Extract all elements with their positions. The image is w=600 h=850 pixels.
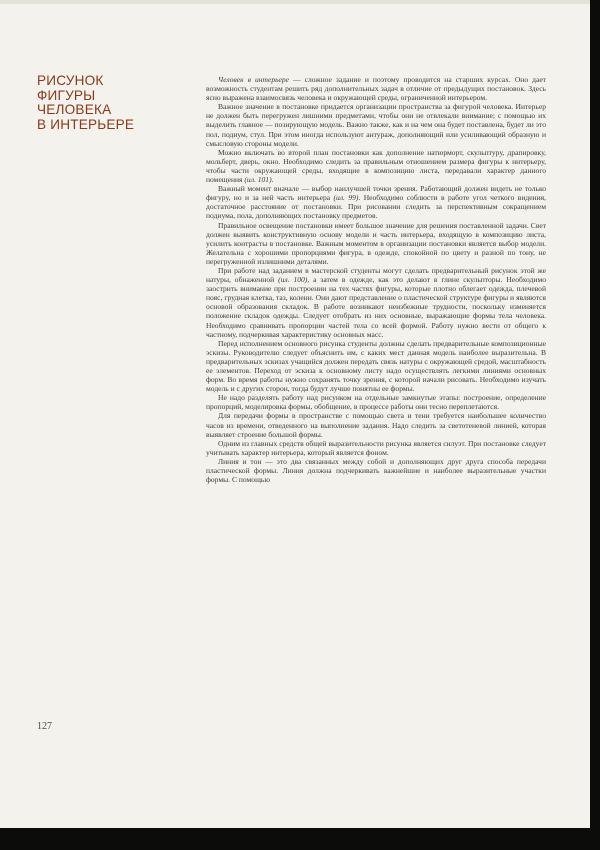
paragraph-text: Правильное освещение постановки имеет большое значение для решения поставленной задачи. Свет должен выявить конструктивную основу модели и часть интерьера, входящую в композицию листа, усилить контрасты в постановке. Важным моментом в организации постановки является выбор модели. Желательна с хорошими пропорциями фигура, в одежде, спокойной по цвету и разной по тону, не перегруженной излишними деталями. xyxy=(206,220,546,266)
paragraph xyxy=(206,221,546,266)
paragraph xyxy=(206,75,546,102)
paragraph xyxy=(206,339,546,394)
lead-italic: Человек в интерьере xyxy=(218,75,290,84)
paragraph-text: Одним из главных средств общей выразительности рисунка является силуэт. При постановке следует учитывать характер интерьера, который является фоном. xyxy=(206,438,546,457)
paragraph xyxy=(206,266,546,339)
paragraph-text: Перед исполнением основного рисунка студенты должны сделать предварительные композиционные эскизы. Руководителю следует объяснить им, с каких мест данная модель наиболее выразительна. В предварительных эскизах учащийся должен передать связь натуры с окружающей средой, масштабность ее элементов. Переход от эскиза к основному листу надо осуществлять легкими линиями основных форм. Во время работы нужно сохранять точку зрения, с которой начали рисовать. Необходимо изучать модель и с других сторон, тогда будут лучше понятны ее формы. xyxy=(206,338,546,394)
paragraph-text: Линия и тон — это два связанных между собой и дополняющих друг друга способа передачи пластической формы. Линия должна подчеркивать важнейшие и наиболее выразительные участки формы. С помощью xyxy=(206,456,546,485)
paragraph-text: Для передачи формы в пространстве с помощью света и тени требуется наибольшее количество часов из времени, отведенного на выполнение задания. Надо следить за светотеневой линией, которая выявляет строение большой формы. xyxy=(206,411,546,439)
paragraph xyxy=(206,393,546,411)
paragraph xyxy=(206,102,546,147)
paragraph-tail: , а затем в одежде, как это делают в глине скульпторы. Необходимо заострить внимание при построении на тех частях фигуры, которые плотно облегает одежда, плечевой пояс, грудная клетка, таз, колени. Они дают представление о пластической структуре фигуры и являются основой образования складок. В работе возникают неизбежные трудности, поскольку изменяется положение складок одежды. Следует отобрать из них основные, выражающие формы тела человека. Необходимо сравнивать пропорции частей тела со всей формой. Работу нужно вести от общего к частному, подчеркивая характеристику основных масс. xyxy=(206,275,547,339)
heading-line: В ИНТЕРЬЕРЕ xyxy=(37,116,135,132)
illustration-ref: (ил. 99) xyxy=(333,193,359,203)
paragraph-tail: . Необходимо соблюсти в работе угол четкого видения, достаточное расстояние от постановки. При рисовании следить за перспективным сокращением подиума, пола, дополняющих постановку предметов. xyxy=(206,193,546,221)
heading-line: РИСУНОК xyxy=(37,73,104,88)
scan-edge-bottom xyxy=(0,828,600,850)
paragraph-tail: . xyxy=(271,175,274,185)
chapter-heading xyxy=(37,74,187,132)
paragraph xyxy=(206,439,546,457)
paragraph xyxy=(206,411,546,438)
heading-line: ФИГУРЫ xyxy=(37,87,96,103)
paragraph xyxy=(206,148,546,184)
page-top-edge xyxy=(0,0,590,4)
paragraph xyxy=(206,184,546,220)
paragraph-text: Не надо разделять работу над рисунком на отдельные замкнутые этапы: построение, определение пропорций, моделировка формы, обобщение, в процессе работы они тесно переплетаются. xyxy=(206,393,546,412)
paragraph-text: — сложное задание и поэтому проводится на старших курсах. Оно дает возможность студентам решить ряд дополнительных задач в отличие от предыдущих постановок. Здесь ясно выражена взаимосвязь человека и окружающей среды, ограниченной интерьером. xyxy=(206,75,546,103)
paragraph xyxy=(206,457,546,484)
page-number: 127 xyxy=(37,721,52,732)
paragraph-text: При работе над заданием в мастерской студенты могут сделать предварительный рисунок этой же натуры, обнаженной xyxy=(206,265,546,285)
illustration-ref: (ил. 100) xyxy=(278,275,308,285)
heading-line: ЧЕЛОВЕКА xyxy=(37,102,112,118)
paragraph-text: Важный момент вначале — выбор наилучшей точки зрения. Работающий должен видеть не только фигуру, но и за ней часть интерьера xyxy=(206,184,546,203)
paragraph-text: Можно включать во второй план постановки как дополнение натюрморт, скульптуру, драпировку, мольберт, дверь, окно. Необходимо следить за правильным отношением размера фигуры к интерьеру, чтобы части окружающей среды, входящие в композицию листа, передавали характер данного помещения xyxy=(206,147,546,185)
illustration-ref: (ил. 101) xyxy=(244,175,272,185)
paragraph-text: Важное значение в постановке придается организации пространства за фигурой человека. Интерьер не должен быть перегружен лишними предметами, чтобы они не отвлекали внимание; с помощью их выделить главное — позирующую модель. Важно также, как и на чем она будет поставлена, будет ли это пол, подиум, стул. При этом иногда используют антураж, дополняющий или усиливающий образную и смысловую стороны модели. xyxy=(206,102,546,148)
body-text xyxy=(206,75,546,484)
scan-edge-right xyxy=(590,0,600,850)
